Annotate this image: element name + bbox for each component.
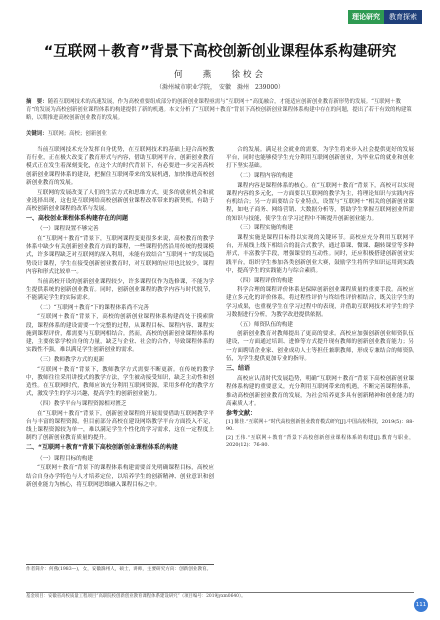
paragraph: “互联网＋教育”背景下，高校的创新创业课程体系构建尚处于摸索阶段，课程体系的建设需要一个完整的过程，从课程目标、课程内容、课程实施到课程评价，都需要与互联网相结合。然而，高校的创新创业课程体系构建，主要依靠学校自身的力量，缺乏与企业、社会的合作，导致课程体系的实践性不强，难以满足学生创新创业的需求。 [26, 314, 214, 354]
reference-item: [2] 王伟.“互联网＋教育”背景下高校创新创业课程体系的构建[J].教育与职业，2020(12)：76-80. [226, 434, 414, 448]
keywords [26, 130, 412, 138]
references-heading: 参考文献： [226, 410, 257, 418]
paragraph: 高校应认清时代发展趋势，明确“互联网＋教育”背景下高校创新创业课程体系构建的重要意义，充分利用互联网带来的机遇，不断完善课程体系，推动高校创新创业教育的发展，为社会培养更多具有创新精神和创业能力的高素质人才。 [226, 376, 414, 407]
authors: 何 燕 徐校会 [174, 70, 266, 80]
paragraph: 当前互联网技术充分发挥自身优势，在互联网技术的基础上迎合高校教育行业，正在极大改变了教育形式与内容，借助互联网平台，创新创业教育模式正在发生着深刻变化，在这个大的时代背景下，有必要进一步完善高校创新创业课程体系的建设，把握住互联网带来的发展机遇，加快推进高校创新创业教育的发展。 [26, 147, 214, 186]
subheading: （五）师资队伍的构建 [237, 321, 293, 328]
subheading: （一）课程目标的构建 [37, 455, 93, 462]
reference-item: [1] 陈佳.“互联网＋”时代高校创新创业教育模式研究[J].中国高校科技，2019(5)：88-90. [226, 419, 414, 433]
subheading: （三）教师教学方式的更新 [37, 356, 105, 363]
column-tag: 教育探索 [384, 10, 422, 24]
left-column [26, 146, 214, 490]
section-heading-2: 二、“互联网＋教育”背景下高校创新创业课程体系的构建 [26, 444, 178, 452]
subheading: （二）课程内容的构建 [237, 173, 293, 180]
paragraph: 互联网的发展改变了人们的生活方式和思维方式，更多的就业机会和就业选择出现，这也是互联网给高校创新创业课程改革带来的新契机，有助于高校创新创业课程的改革与发展。 [26, 189, 214, 212]
paragraph: 课程内容是课程体系的核心。在“互联网＋教育”背景下，高校可以实现课程内容的多元化，一方面要以互联网的教学为主，将理论知识与实践内容有机结合；另一方面要结合专业特点，设置与“互联网＋”相关的创新创业课程，如电子商务、网络营销、大数据分析等，帮助学生掌握互联网创业所需的知识与技能，使学生在学习过程中不断提升创新创业能力。 [226, 182, 414, 222]
subheading: （三）课程实施的构建 [237, 225, 293, 232]
paragraph: “互联网＋教育”背景下，教师教学方式需要不断更新。在传统的教学中，教师往往采用讲授式的教学方法，学生被动接受知识，缺乏主动性和创造性。在互联网时代，教师应该充分利用互联网资源，采用多样化的教学方式，激发学生的学习兴趣，提高学生的创新创业能力。 [26, 366, 214, 398]
paragraph: 在“互联网＋教育”背景下，创新创业课程的开展需要借助互联网教学平台与丰富的课程资源。但目前部分高校在建设网络教学平台方面投入不足，线上课程资源较为单一，难以满足学生个性化的学习需求，这在一定程度上制约了创新创业教育质量的提升。 [26, 410, 214, 442]
article-title: “互联网＋教育”背景下高校创新创业课程体系构建研究 [43, 44, 397, 60]
subheading: （四）课程评价的构建 [237, 277, 293, 284]
page-number: 111 [414, 598, 428, 612]
subheading: （二）“互联网＋教育”下的课程体系尚不完善 [37, 304, 150, 311]
paragraph: 合的发展。满足社会就业的需要，为学生将来步入社会提供更好的发展平台，同时也能够使学生充分利用互联网创新创业，为毕业后的就业和创业打下坚实基础。 [226, 147, 414, 170]
paragraph: 课程实施是课程目标得以实现的关键环节。高校应充分利用互联网平台，开展线上线下相结合的混合式教学，通过慕课、微课、翻转课堂等多种形式，丰富教学手段，增强课堂的互动性。同时，还应积极搭建创新创业实践平台，组织学生参加各类创新创业大赛，鼓励学生将所学知识运用到实践中，提高学生的实践能力与综合素质。 [226, 235, 414, 274]
paragraph: 当前高校开设的创新创业课程较少，许多课程仅作为选修课，不能为学生提供系统的创新创业教育。同时，创新创业课程的教学内容与时代脱节，不能满足学生的实际需求。 [26, 278, 214, 301]
section-heading-3: 三、结语 [226, 365, 251, 373]
paragraph: 创新创业教育对教师提出了更高的要求。高校应加强创新创业师资队伍建设，一方面通过培训、进修等方式提升现有教师的创新创业教育能力；另一方面聘请企业家、创业成功人士等担任兼职教师，形成专兼结合的师资队伍，为学生提供更加专业的指导。 [226, 331, 414, 362]
abstract [26, 98, 412, 122]
section-tag: 理论研究 [348, 10, 384, 24]
keywords-text: 互联网；高校；创新创业 [47, 131, 107, 137]
keywords-label: 关键词： [26, 131, 48, 137]
affiliation: （滁州城市职业学院， 安徽 滁州 239000） [156, 84, 284, 91]
abstract-text: 随着互联网技术的高速发展，作为高校重要组成部分的创新创业课程亟需与“互联网＋”高度融合，才能适应创新创业教育新形势的发展。“互联网＋教育”的发展为高校创新创业课程体系的构建提供了新的机遇。本文分析了“互联网＋教育”背景下高校创新创业课程体系构建中存在的问题，提出了若干有效的构建策略，以期推进高校创新创业教育的发展。 [26, 99, 412, 121]
footnote-divider [26, 564, 214, 565]
journal-badge [348, 10, 422, 24]
subheading: （一）课程设置不够完善 [37, 226, 99, 233]
section-heading-1: 一、高校创业课程体系构建存在的问题 [26, 215, 129, 223]
references [226, 410, 414, 449]
bottom-divider [26, 592, 414, 593]
funding-note: 基金项目：安徽省高校质量工程项目“高职院校创新创业教育课程体系建设研究”（项目编号：2019jyxm0640）。 [26, 594, 246, 599]
abstract-label: 摘 要： [26, 99, 48, 105]
paragraph: 科学合理的课程评价体系是保障创新创业课程质量的重要手段。高校应建立多元化的评价体系，将过程性评价与终结性评价相结合，既关注学生的学习成果，也重视学生在学习过程中的表现，并借助互联网技术对学生的学习数据进行分析，为教学改进提供依据。 [226, 287, 414, 318]
right-column [226, 146, 414, 450]
paragraph: 在“互联网＋教育”背景下，互联网课程变更很多来说，高校教育的教学体系中缺少有关创新创业教育方面的课程，一些课程仍然沿用传统的授课模式，许多课程缺乏对互联网的深入利用，未能有效结合“互联网＋”的发展趋势设计课程，学生在接受创新创业教育时，对互联网的应用也比较少，课程内容和形式比较单一。 [26, 236, 214, 275]
subheading: （四）教学平台与课程资源相对匮乏 [37, 400, 127, 407]
paragraph: “互联网＋教育”背景下的课程体系构建需要首先明确课程目标，高校应结合自身办学特色与人才培养定位，以培养学生的创新精神、创业意识和创新创业能力为核心，将互联网思维融入课程目标之中。 [26, 465, 214, 488]
author-footnote: 作者简介：何燕(1983—)，女，安徽滁州人，硕士，讲师，主要研究方向：创新创业教育。 [26, 567, 212, 572]
